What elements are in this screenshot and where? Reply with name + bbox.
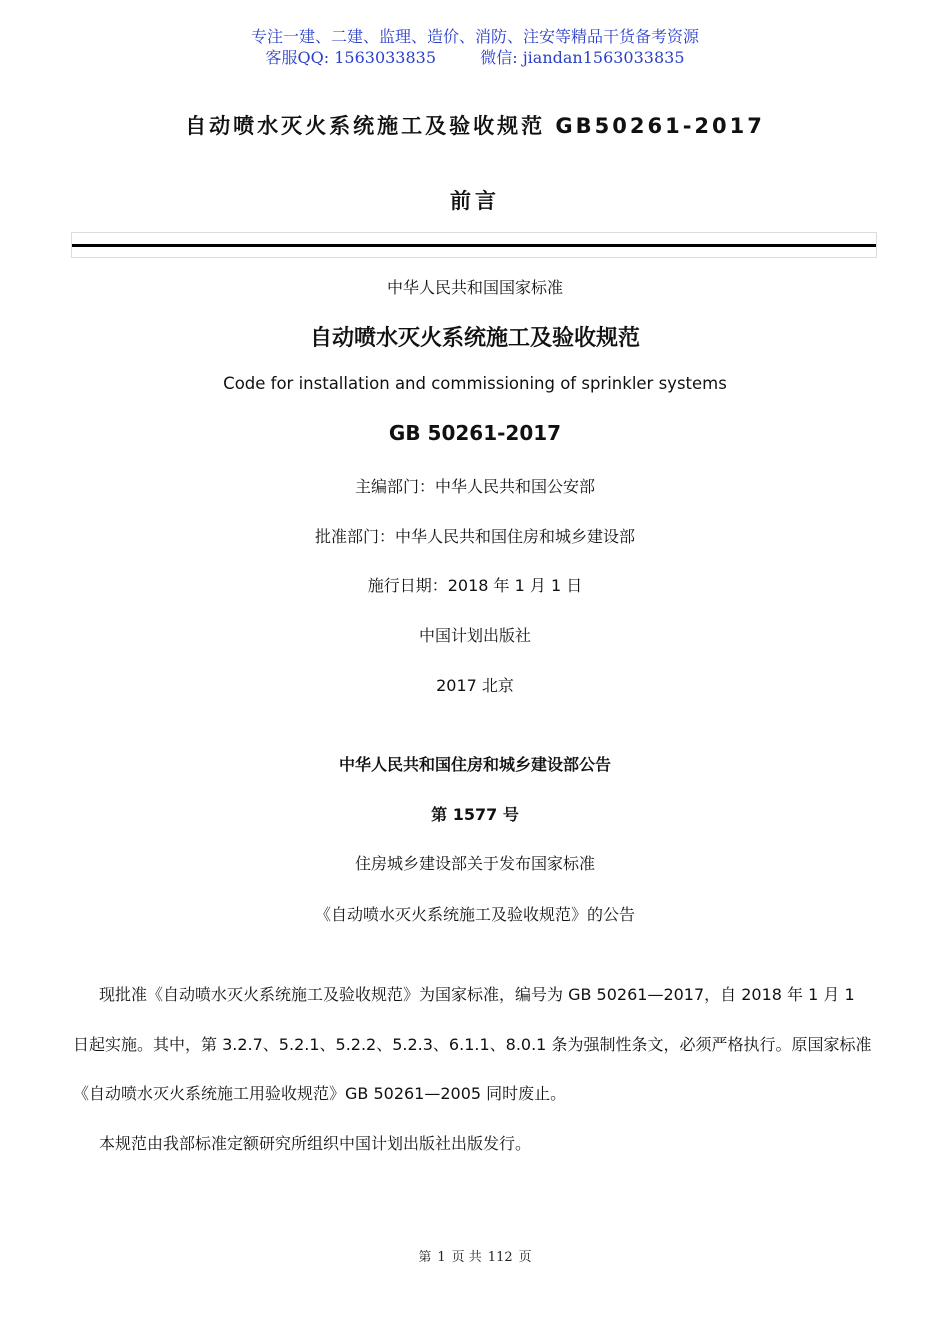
cover-title-en: Code for installation and commissioning of sprinkler systems [223, 374, 727, 393]
notice-subtitle: 《自动喷水灭火系统施工及验收规范》的公告 [314, 905, 635, 924]
notice-number: 第 1577 号 [431, 805, 519, 824]
page-footer [0, 1246, 950, 1265]
promo-banner: 专注一建、二建、监理、造价、消防、注安等精品干货备考资源 [250, 27, 699, 46]
cover-title-cn: 自动喷水灭火系统施工及验收规范 [309, 326, 640, 351]
wechat-id: jiandan1563033835 [522, 48, 685, 67]
section-heading: 前言 [450, 189, 500, 213]
total-pages: 112 [487, 1250, 513, 1265]
standard-code: GB 50261-2017 [388, 421, 562, 445]
paragraph: 本规范由我部标准定额研究所组织中国计划出版社出版发行。 [99, 1134, 532, 1153]
divider-box [71, 232, 877, 258]
notice-subtitle: 住房城乡建设部关于发布国家标准 [354, 854, 595, 873]
page-suffix: 页 [518, 1250, 532, 1265]
standard-type: 中华人民共和国国家标准 [386, 278, 563, 297]
notice-heading: 中华人民共和国住房和城乡建设部公告 [338, 755, 611, 774]
paragraph-line: 现批准《自动喷水灭火系统施工及验收规范》为国家标准，编号为 GB 50261—2017，自 2018 年 1 月 1 [99, 985, 855, 1004]
page-prefix: 第 [418, 1250, 432, 1265]
page-number: 1 [437, 1250, 446, 1265]
paragraph-line: 日起实施。其中，第 3.2.7、5.2.1、5.2.2、5.2.3、6.1.1、8.0.1 条为强制性条文，必须严格执行。原国家标准 [73, 1035, 872, 1054]
document-title: 自动喷水灭火系统施工及验收规范 GB50261-2017 [185, 114, 765, 138]
editor-department: 主编部门：中华人民共和国公安部 [354, 477, 595, 496]
paragraph-line: 《自动喷水灭火系统施工用验收规范》GB 50261—2005 同时废止。 [73, 1084, 567, 1103]
horizontal-rule [72, 244, 876, 247]
approver-department: 批准部门：中华人民共和国住房和城乡建设部 [314, 527, 635, 546]
contact-line [0, 45, 950, 68]
publish-year-city: 2017 北京 [436, 676, 514, 695]
effective-date: 施行日期：2018 年 1 月 1 日 [367, 576, 583, 595]
publisher: 中国计划出版社 [418, 626, 531, 645]
qq-number: 1563033835 [334, 48, 437, 67]
qq-label: 客服QQ: [265, 48, 330, 67]
wechat-label: 微信: [480, 48, 518, 67]
page-mid: 页 共 [451, 1250, 482, 1265]
